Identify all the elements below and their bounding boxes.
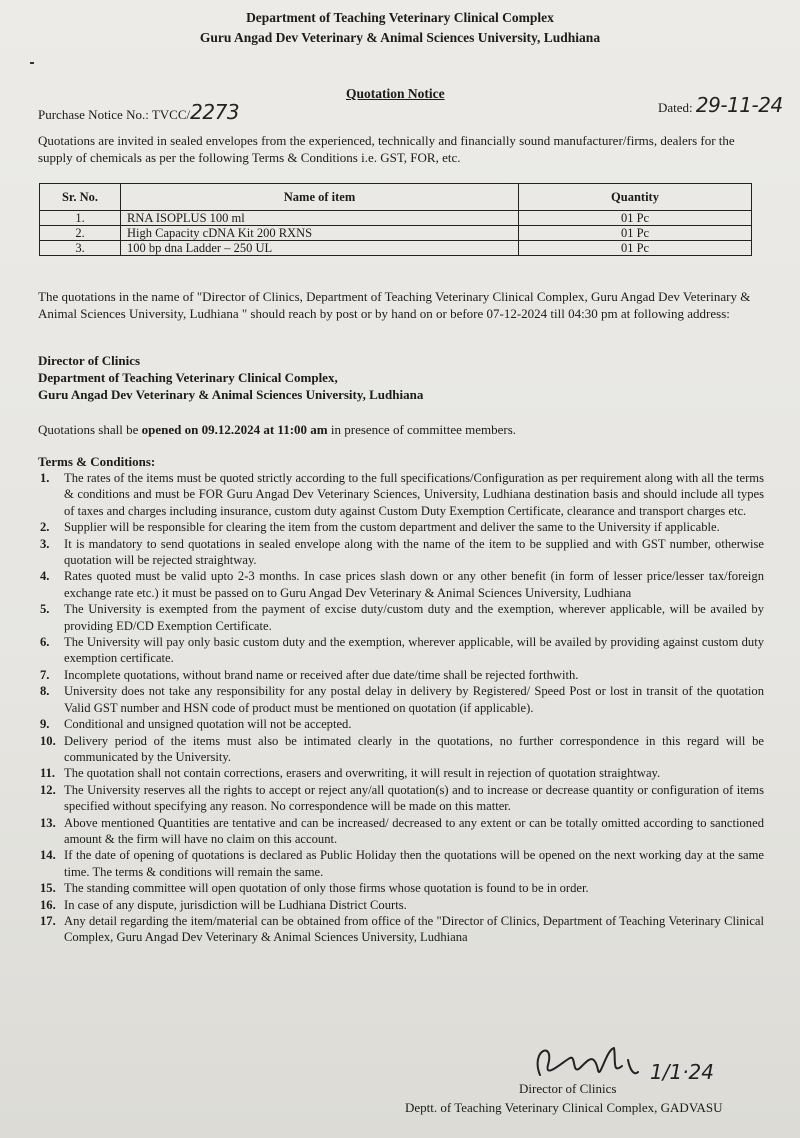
- term-text: Any detail regarding the item/material can be obtained from office of the "Director of Clinics, Department of Teaching Veterinary Clinical Complex, Guru Angad Dev Veterinary & Animal Sciences University, Ludhiana: [64, 913, 764, 945]
- purchase-notice-label: Purchase Notice No.: TVCC/: [38, 107, 191, 122]
- cell-item: RNA ISOPLUS 100 ml: [121, 211, 519, 226]
- opening-date: opened on 09.12.2024 at 11:00 am: [141, 422, 328, 437]
- term-text: The rates of the items must be quoted strictly according to the full specifications/Configuration as per requirement along with all the terms & conditions and must be FOR Guru Angad Dev Veterinary Sciences, University, Ludhiana destination basis and should include all types of taxes and charges including insurance, custom duty against Custom Duty Exemption Certificate, clearance and transport charges etc.: [64, 471, 764, 518]
- header-department: Department of Teaching Veterinary Clinical Complex: [246, 10, 554, 25]
- submission-paragraph: The quotations in the name of "Director of Clinics, Department of Teaching Veterinary Clinical Complex, Guru Angad Dev Veterinary & Animal Sciences University, Ludhiana " should reach by post or by hand on or before 07-12-2024 till 04:30 pm at following address:: [38, 289, 751, 321]
- cell-item: 100 bp dna Ladder – 250 UL: [121, 241, 519, 256]
- term-text: If the date of opening of quotations is declared as Public Holiday then the quotations will be opened on the next working day at the same time. The terms & conditions will remain the same.: [64, 848, 764, 879]
- signature-date: 1/1·24: [650, 1060, 714, 1084]
- dated-value: 29-11-24: [695, 93, 783, 117]
- term-item: [40, 880, 764, 896]
- term-number: 8.: [40, 684, 50, 699]
- signatory-title: Director of Clinics: [519, 1081, 617, 1096]
- term-number: 4.: [40, 569, 50, 584]
- term-number: 6.: [40, 635, 50, 650]
- term-number: 14.: [40, 848, 56, 863]
- term-number: 3.: [40, 536, 50, 551]
- term-number: 16.: [40, 897, 56, 912]
- header-item-name: Name of item: [121, 184, 519, 211]
- term-number: 7.: [40, 667, 50, 682]
- signatory-department: Deptt. of Teaching Veterinary Clinical Complex, GADVASU: [405, 1100, 723, 1115]
- term-number: 17.: [40, 913, 56, 928]
- term-text: Supplier will be responsible for clearing the item from the custom department and deliver the same to the University if applicable.: [64, 520, 720, 535]
- term-item: [40, 601, 764, 634]
- term-number: 11.: [40, 766, 56, 781]
- cell-sr: 1.: [40, 211, 121, 226]
- dated: [658, 93, 783, 117]
- term-text: Rates quoted must be valid upto 2-3 months. In case prices slash down or any other benefit (in form of lesser price/lesser tax/foreign exchange rate etc.) it must be passed on to Guru Angad Dev Veterinary & Animal Sciences University, Ludhiana: [64, 569, 764, 600]
- term-number: 5.: [40, 602, 50, 617]
- header-university: Guru Angad Dev Veterinary & Animal Sciences University, Ludhiana: [199, 30, 601, 45]
- term-item: [40, 782, 764, 815]
- cell-sr: 3.: [40, 241, 121, 256]
- table-row: [40, 211, 752, 226]
- table-header-row: [40, 184, 752, 211]
- term-number: 13.: [40, 815, 56, 830]
- term-text: Delivery period of the items must also be intimated clearly in the quotations, no further correspondence in this regard will be communicated by the University.: [64, 733, 764, 764]
- cell-qty: 01 Pc: [519, 226, 752, 241]
- term-item: [40, 913, 764, 946]
- term-text: The University reserves all the rights to accept or reject any/all quotation(s) and to increase or decrease quantity or configuration of items specified without specifying any reason. No correspondence will be made on this matter.: [64, 782, 764, 814]
- term-item: [40, 897, 764, 913]
- term-text: Incomplete quotations, without brand name or received after due date/time shall be rejected forthwith.: [64, 667, 579, 682]
- term-number: 12.: [40, 782, 56, 797]
- term-item: [40, 683, 764, 716]
- opening-pre: Quotations shall be: [38, 422, 142, 437]
- term-text: The quotation shall not contain corrections, erasers and overwriting, it will result in rejection of quotation straightway.: [64, 766, 661, 781]
- term-text: Conditional and unsigned quotation will not be accepted.: [64, 717, 352, 732]
- terms-list: [40, 470, 764, 946]
- term-item: [40, 765, 764, 781]
- terms-heading: Terms & Conditions:: [38, 454, 156, 469]
- term-number: 9.: [40, 717, 50, 732]
- term-item: [40, 470, 764, 519]
- term-item: [40, 847, 764, 880]
- purchase-notice-number: 2273: [190, 100, 240, 124]
- header-sr-no: Sr. No.: [40, 184, 121, 211]
- address-line: Director of Clinics: [38, 353, 141, 368]
- term-number: 1.: [40, 471, 50, 485]
- table-row: [40, 241, 752, 256]
- term-item: [40, 815, 764, 848]
- table-row: [40, 226, 752, 241]
- purchase-notice: [38, 100, 239, 124]
- term-text: University does not take any responsibility for any postal delay in delivery by Registered/ Speed Post or lost in transit of the quotation Valid GST number and HSN code of product must be mentioned on quotation (if applicable).: [64, 684, 764, 715]
- cell-sr: 2.: [40, 226, 121, 241]
- cell-qty: 01 Pc: [519, 241, 752, 256]
- term-text: The standing committee will open quotation of only those firms whose quotation is found to be in order.: [64, 881, 589, 896]
- items-table: [39, 183, 752, 256]
- opening-post: in presence of committee members.: [327, 422, 517, 437]
- term-item: [40, 568, 764, 601]
- dated-label: Dated:: [658, 100, 693, 115]
- term-number: 2.: [40, 520, 50, 535]
- term-number: 10.: [40, 733, 56, 748]
- opening-paragraph: [38, 421, 768, 438]
- address-line: Guru Angad Dev Veterinary & Animal Sciences University, Ludhiana: [38, 387, 424, 402]
- stray-mark: [30, 62, 34, 64]
- term-item: [40, 634, 764, 667]
- term-text: It is mandatory to send quotations in sealed envelope along with the name of the item to be supplied and with GST number, otherwise quotation will be rejected straightway.: [64, 536, 764, 568]
- term-item: [40, 536, 764, 569]
- address-line: Department of Teaching Veterinary Clinical Complex,: [38, 370, 338, 385]
- term-item: [40, 667, 764, 683]
- term-text: The University is exempted from the payment of excise duty/custom duty and the exemption, wherever applicable, will be availed by providing ED/CD Exemption Certificate.: [64, 602, 764, 633]
- cell-qty: 01 Pc: [519, 211, 752, 226]
- header-quantity: Quantity: [519, 184, 752, 211]
- term-text: In case of any dispute, jurisdiction will be Ludhiana District Courts.: [64, 897, 407, 912]
- term-item: [40, 519, 764, 535]
- page-title: Quotation Notice: [346, 86, 445, 101]
- address-block: [38, 352, 768, 403]
- term-text: The University will pay only basic custom duty and the exemption, wherever applicable, will be availed by providing against custom duty exemption certificate.: [64, 635, 764, 666]
- cell-item: High Capacity cDNA Kit 200 RXNS: [121, 226, 519, 241]
- intro-paragraph: Quotations are invited in sealed envelopes from the experienced, technically and financially sound manufacturer/firms, dealers for the supply of chemicals as per the following Terms & Conditions i.e. GST, FOR, etc.: [38, 133, 735, 165]
- term-text: Above mentioned Quantities are tentative and can be increased/ decreased to any extent or can be totally omitted according to sanctioned amount & the firm will have no claim on this account.: [64, 815, 764, 846]
- term-number: 15.: [40, 881, 56, 896]
- term-item: [40, 733, 764, 766]
- term-item: [40, 716, 764, 732]
